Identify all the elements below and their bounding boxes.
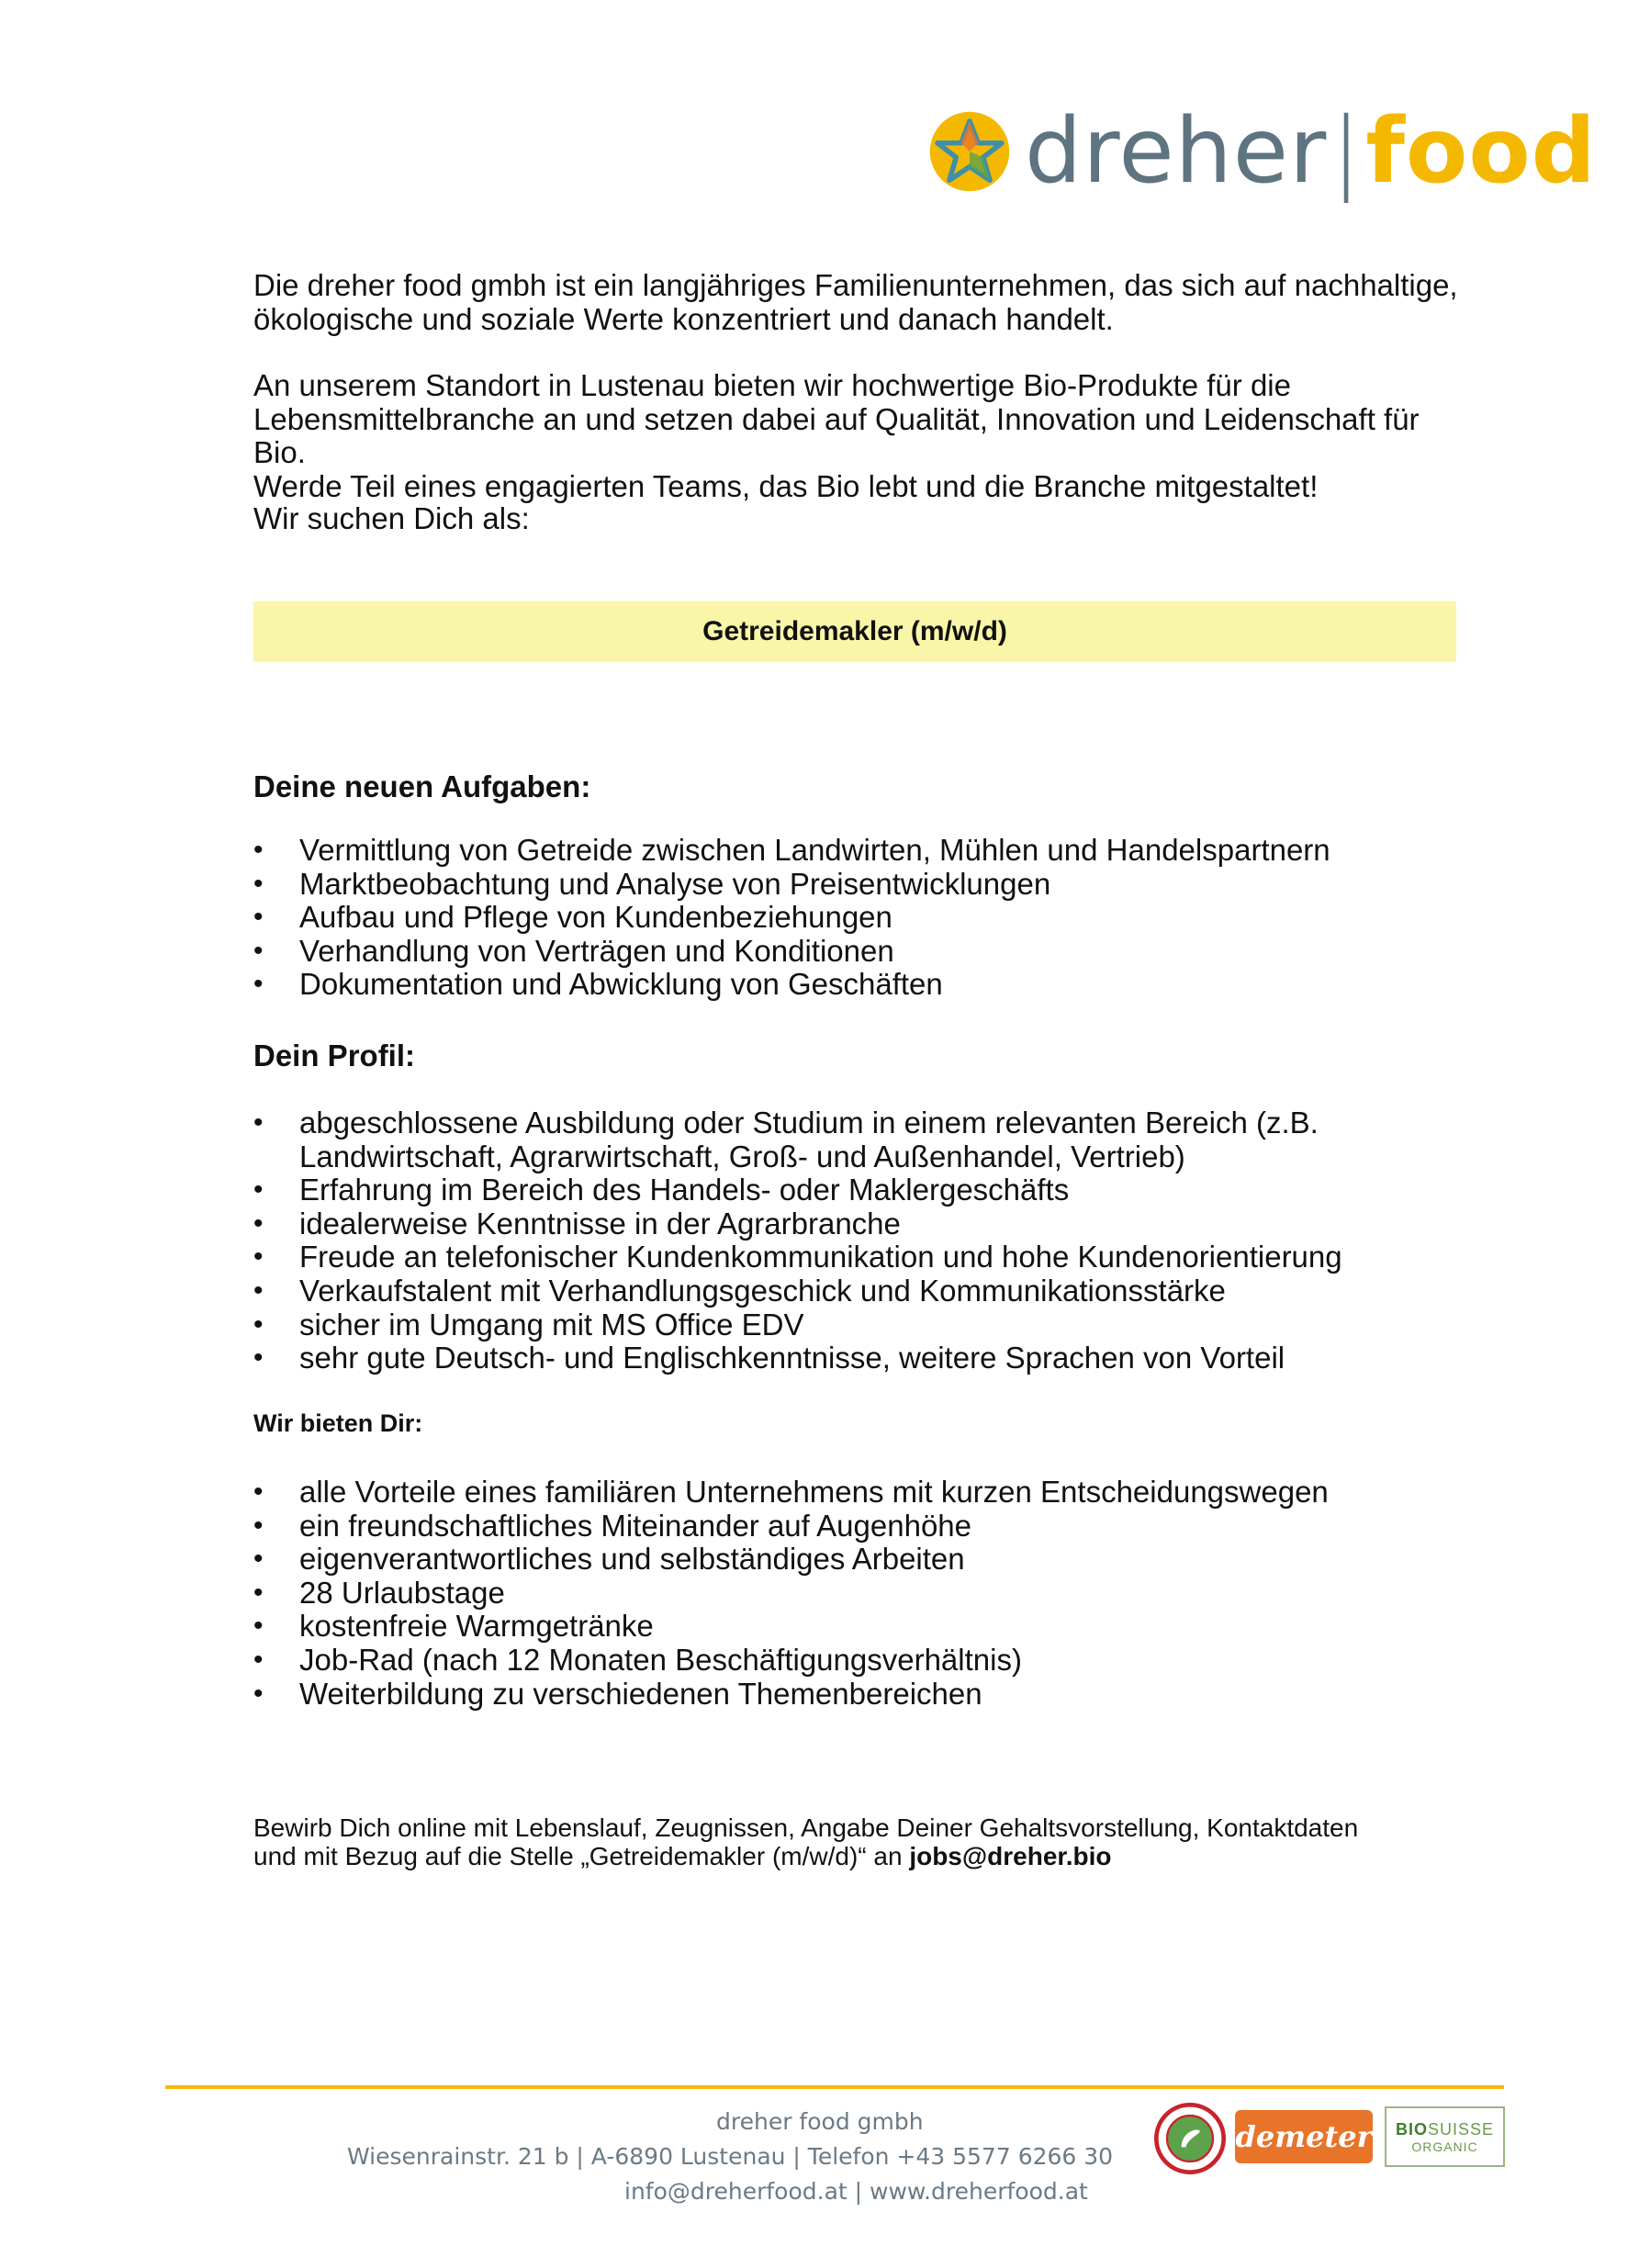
tasks-heading: Deine neuen Aufgaben: (253, 769, 591, 803)
footer-address: Wiesenrainstr. 21 b | A-6890 Lustenau | Telefon +43 5577 6266 30 (347, 2143, 1114, 2170)
demeter-badge: demeter (1235, 2110, 1373, 2163)
list-item: • Weiterbildung zu verschiedenen Themenbereichen (253, 1678, 1475, 1712)
job-title-box (253, 601, 1456, 662)
apply-line-2-text: und mit Bezug auf die Stelle „Getreidemakler (m/w/d)“ an (253, 1842, 910, 1870)
intro-line: Lebensmittelbranche an und setzen dabei auf Qualität, Innovation und Leidenschaft für Bio. (253, 401, 1420, 469)
list-item: • Dokumentation und Abwicklung von Geschäften (253, 968, 1475, 1002)
offer-heading: Wir bieten Dir: (253, 1409, 423, 1437)
list-item: • Aufbau und Pflege von Kundenbeziehungen (253, 901, 1475, 935)
profile-list (253, 1106, 1475, 1375)
footer-company: dreher food gmbh (716, 2108, 924, 2135)
logo-word-food: food (1365, 99, 1597, 204)
list-item: • Verhandlung von Verträgen und Konditionen (253, 935, 1475, 969)
intro-paragraph-2 (253, 369, 1475, 503)
intro-line: Die dreher food gmbh ist ein langjähriges Familienunternehmen, das sich auf nachhaltige, (253, 268, 1458, 302)
logo-word-dreher: dreher (1025, 99, 1328, 204)
footer-divider (165, 2085, 1504, 2089)
list-item: • Marktbeobachtung und Analyse von Preisentwicklungen (253, 868, 1475, 902)
apply-line-2 (253, 1842, 1493, 1870)
intro-line: ökologische und soziale Werte konzentriert und danach handelt. (253, 301, 1114, 336)
logo-separator: | (1330, 99, 1363, 204)
profile-heading: Dein Profil: (253, 1039, 416, 1072)
bio-suisse-bottom: ORGANIC (1411, 2139, 1478, 2154)
offer-list (253, 1476, 1475, 1711)
star-logo-icon (927, 109, 1012, 194)
apply-email[interactable]: jobs@dreher.bio (909, 1842, 1112, 1870)
bio-suisse-top (1396, 2120, 1494, 2139)
intro-paragraph-3: Wir suchen Dich als: (253, 501, 530, 535)
footer-contact[interactable]: info@dreherfood.at | www.dreherfood.at (624, 2178, 1088, 2205)
list-item: • Vermittlung von Getreide zwischen Landwirten, Mühlen und Handelspartnern (253, 834, 1475, 868)
list-item: • idealerweise Kenntnisse in der Agrarbranche (253, 1207, 1475, 1241)
application-instructions (253, 1813, 1493, 1870)
list-item: • Freude an telefonischer Kundenkommunikation und hohe Kundenorientierung (253, 1241, 1475, 1274)
intro-paragraph-1 (253, 269, 1475, 336)
list-item-line: abgeschlossene Ausbildung oder Studium in einem relevanten Bereich (z.B. (299, 1106, 1319, 1140)
list-item: • sehr gute Deutsch- und Englischkenntnisse, weitere Sprachen von Vorteil (253, 1342, 1475, 1375)
list-item: • sicher im Umgang mit MS Office EDV (253, 1308, 1475, 1342)
intro-line: An unserem Standort in Lustenau bieten wir hochwertige Bio-Produkte für die (253, 368, 1291, 402)
bio-suisse-badge (1385, 2106, 1505, 2167)
list-item: • Verkaufstalent mit Verhandlungsgeschick und Kommunikationsstärke (253, 1274, 1475, 1308)
apply-line-1: Bewirb Dich online mit Lebenslauf, Zeugnissen, Angabe Deiner Gehaltsvorstellung, Kontaktdaten (253, 1813, 1359, 1842)
bio-suisse-bold: BIO (1395, 2119, 1428, 2139)
list-item: • Erfahrung im Bereich des Handels- oder Maklergeschäfts (253, 1173, 1475, 1207)
dreher-food-logo (927, 101, 1597, 202)
list-item: • ein freundschaftliches Miteinander auf Augenhöhe (253, 1510, 1475, 1544)
list-item: • 28 Urlaubstage (253, 1577, 1475, 1611)
bio-suisse-rest: SUISSE (1427, 2119, 1495, 2139)
list-item: • alle Vorteile eines familiären Unternehmens mit kurzen Entscheidungswegen (253, 1476, 1475, 1510)
job-title: Getreidemakler (m/w/d) (702, 616, 1007, 646)
intro-line: Werde Teil eines engagierten Teams, das Bio lebt und die Branche mitgestaltet! (253, 468, 1319, 503)
list-item: • Job-Rad (nach 12 Monaten Beschäftigungsverhältnis) (253, 1644, 1475, 1678)
list-item: • eigenverantwortliches und selbständiges Arbeiten (253, 1543, 1475, 1577)
tasks-list (253, 834, 1475, 1002)
list-item: • kostenfreie Warmgetränke (253, 1610, 1475, 1644)
austria-bio-garantie-seal-icon (1154, 2103, 1226, 2174)
list-item (253, 1106, 1475, 1173)
list-item-line: Landwirtschaft, Agrarwirtschaft, Groß- und Außenhandel, Vertrieb) (299, 1139, 1185, 1173)
